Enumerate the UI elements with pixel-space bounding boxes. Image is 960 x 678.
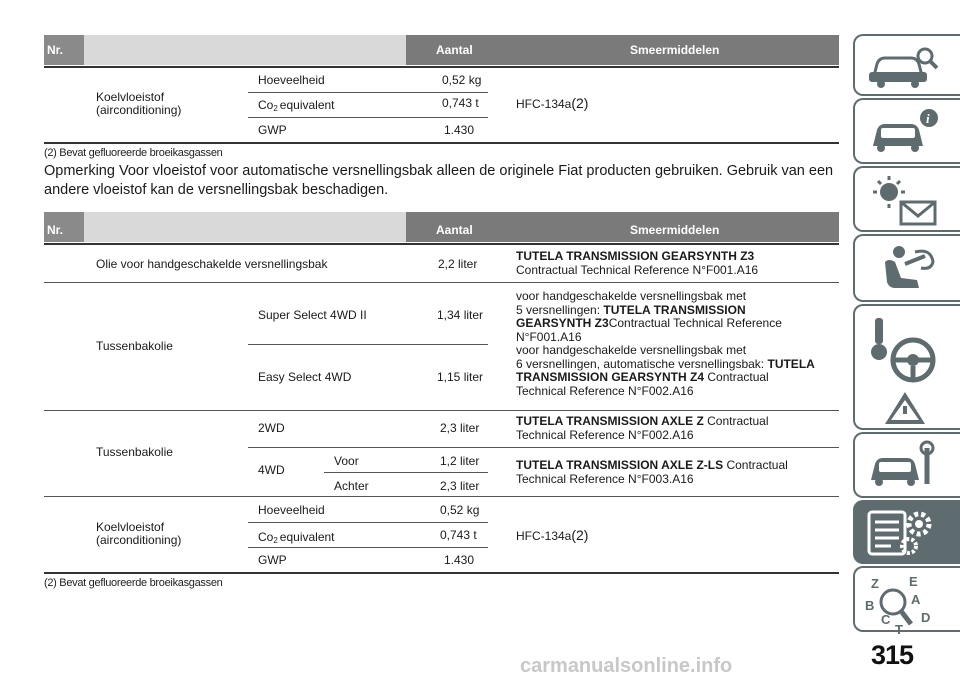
watermark: carmanualsonline.info (520, 655, 733, 677)
table2-row3-rear-value: 2,3 liter (440, 479, 480, 493)
table1-top-rule (44, 66, 839, 68)
table2-row2-sub1-value: 1,34 liter (437, 308, 484, 322)
svg-text:B: B (865, 598, 875, 613)
table2-row3-sub1-label: 2WD (258, 421, 285, 435)
car-search-icon (865, 42, 945, 92)
tab-seat-airbag[interactable] (853, 234, 960, 302)
table2-row3-front-label: Voor (334, 454, 359, 468)
table1-row1-value: 0,52 kg (442, 73, 482, 87)
table2-row3-sub1-lubricant: TUTELA TRANSMISSION AXLE Z Contractual Technical Reference N°F002.A16 (516, 414, 769, 442)
svg-text:C: C (881, 612, 891, 627)
table2-row2-category: Tussenbakolie (96, 339, 173, 353)
table2-header-nr: Nr. (47, 223, 64, 237)
alphabetical-index-icon (865, 574, 945, 634)
table2-row2-sub1-label: Super Select 4WD II (258, 308, 367, 322)
svg-text:A: A (911, 592, 921, 607)
table2-row4-row2-value: 0,743 t (440, 528, 477, 542)
table1-header-nr: Nr. (47, 43, 64, 57)
table1-category-line2: (airconditioning) (96, 103, 182, 117)
tab-steering-warning[interactable] (853, 304, 960, 430)
tab-car-tools[interactable] (853, 432, 960, 498)
table2-row2-lubricant: voor handgeschakelde versnellingsbak met 5 versnellingen: TUTELA TRANSMISSION GEARSYNTH Z3Contractual Technical Reference N°F001.A16 voor handgeschakelde versnellingsbak met 6 versnellingen, automatische versnellingsbak: TUTELA TRANSMISSION GEARSYNTH Z4 Contractual Technical Reference N°F002.A16 (516, 289, 815, 398)
table2-row3-sub2-label: 4WD (258, 463, 285, 477)
table2-row1-lubricant: TUTELA TRANSMISSION GEARSYNTH Z3 Contractual Technical Reference N°F001.A16 (516, 249, 759, 277)
table2-row2-sub2-label: Easy Select 4WD (258, 370, 352, 384)
table2-row4-category-line2: (airconditioning) (96, 533, 182, 547)
table1-row1-label: Hoeveelheid (258, 73, 325, 87)
table1-bottom-rule (44, 142, 839, 144)
table1-lubricant: HFC-134a(2) (516, 95, 589, 111)
tab-car-search[interactable] (853, 34, 960, 96)
svg-text:E: E (909, 574, 918, 589)
table2-row3-sub1-value: 2,3 liter (440, 421, 480, 435)
table1-row3-value: 1.430 (444, 123, 475, 137)
svg-text:D: D (921, 610, 931, 625)
seat-airbag-icon (865, 242, 945, 298)
footnote-1: (2) Bevat gefluoreerde broeikasgassen (44, 147, 223, 159)
car-tools-icon (865, 440, 945, 490)
dashboard-lights-icon (865, 174, 945, 230)
table1-row2-label: $Co_2$ equivalent (258, 98, 335, 113)
table2-row4-row2-label: $Co_2$ equivalent (258, 530, 335, 545)
table2-header-smeermiddelen: Smeermiddelen (630, 223, 720, 237)
table2-row3-front-value: 1,2 liter (440, 454, 480, 468)
tab-car-info[interactable] (853, 98, 960, 164)
table2-row2-sub2-value: 1,15 liter (437, 370, 484, 384)
remark-paragraph: Opmerking Voor vloeistof voor automatische versnellingsbak alleen de originele Fiat producten gebruiken. Gebruik van een andere vloeistof kan de versnellingsbak beschadigen. (44, 163, 834, 198)
table2-header-aantal: Aantal (436, 223, 473, 237)
svg-text:Z: Z (871, 576, 879, 591)
table2-row4-lubricant: HFC-134a(2) (516, 527, 589, 543)
svg-text:T: T (895, 622, 903, 634)
tab-technical-specs[interactable] (853, 500, 960, 564)
svg-text:i: i (926, 111, 930, 126)
steering-warning-icon (865, 312, 945, 428)
car-info-icon (865, 106, 945, 156)
table1-header-smeermiddelen: Smeermiddelen (630, 43, 720, 57)
table1-row2-value: 0,743 t (442, 96, 479, 110)
tab-alphabetical-index[interactable] (853, 566, 960, 632)
table1-category-line1: Koelvloeistof (96, 90, 165, 104)
table2-row4-category-line1: Koelvloeistof (96, 520, 165, 534)
table2-row1-value: 2,2 liter (438, 257, 478, 271)
table2-row3-rear-label: Achter (334, 479, 369, 493)
table2-row3-category: Tussenbakolie (96, 445, 173, 459)
table1-header-aantal: Aantal (436, 43, 473, 57)
table1-row3-label: GWP (258, 123, 287, 137)
table2-row1-label: Olie voor handgeschakelde versnellingsbak (96, 257, 328, 271)
footnote-2: (2) Bevat gefluoreerde broeikasgassen (44, 577, 223, 589)
technical-specs-icon (865, 508, 945, 560)
table2-row4-row1-value: 0,52 kg (440, 503, 480, 517)
table2-row4-row1-label: Hoeveelheid (258, 503, 325, 517)
table2-row4-row3-label: GWP (258, 553, 287, 567)
table2-row3-sub2-lubricant: TUTELA TRANSMISSION AXLE Z-LS Contractual Technical Reference N°F003.A16 (516, 458, 788, 486)
table2-row4-row3-value: 1.430 (444, 553, 475, 567)
page-number: 315 (871, 640, 914, 670)
tab-dashboard-lights[interactable] (853, 166, 960, 232)
